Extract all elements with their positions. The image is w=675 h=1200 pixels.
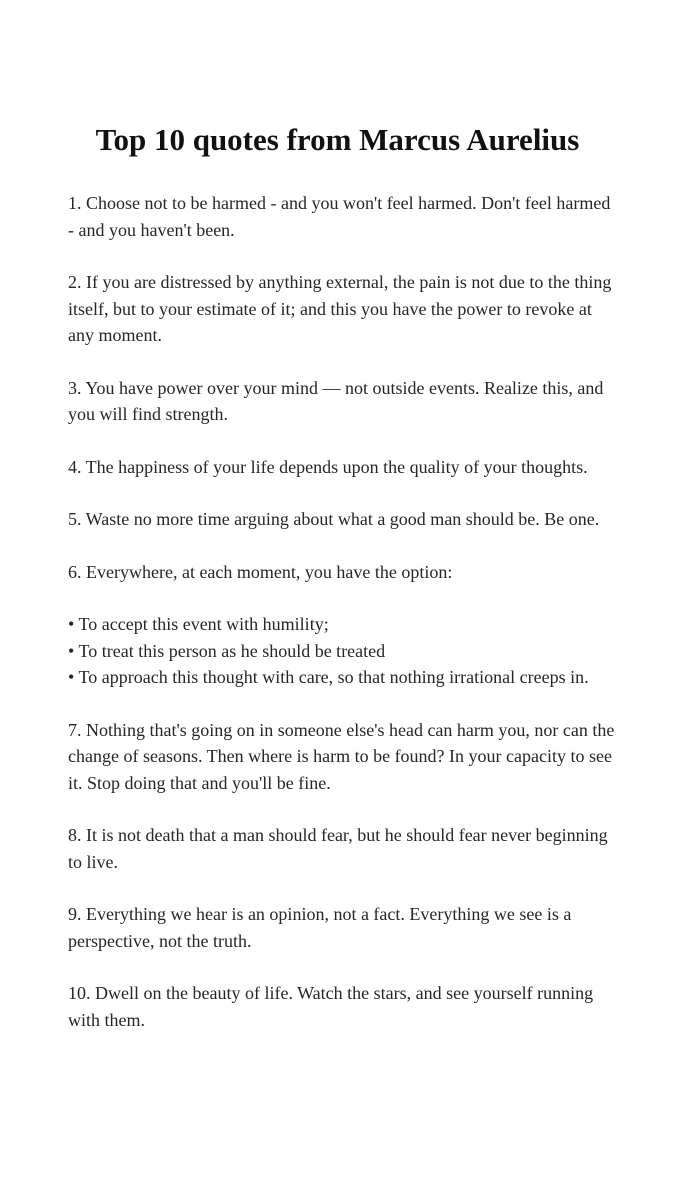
quote-7: 7. Nothing that's going on in someone else's head can harm you, nor can the change of seasons. Then where is harm to be found? In your capacity to see it. Stop doing that and you'll be fine. [68,719,615,793]
option-text: To treat this person as he should be treated [78,640,386,661]
option-item-1 [68,611,615,638]
options-list [68,611,615,691]
quote-5: 5. Waste no more time arguing about what a good man should be. Be one. [68,509,600,529]
quote-2: 2. If you are distressed by anything external, the pain is not due to the thing itself, but to your estimate of it; and this you have the power to revoke at any moment. [68,272,612,345]
quote-6: 6. Everywhere, at each moment, you have the option: [68,561,453,582]
page-title: Top 10 quotes from Marcus Aurelius [95,122,580,157]
quote-4: 4. The happiness of your life depends upon the quality of your thoughts. [68,456,588,477]
quote-1: 1. Choose not to be harmed - and you won't feel harmed. Don't feel harmed - and you haven't been. [68,193,611,240]
bullet-icon: • [68,640,75,661]
quote-3: 3. You have power over your mind — not outside events. Realize this, and you will find strength. [68,377,604,424]
option-item-2 [68,638,615,665]
option-text: To accept this event with humility; [78,614,329,634]
option-text: To approach this thought with care, so that nothing irrational creeps in. [78,667,589,687]
option-item-3 [68,664,615,691]
bullet-icon: • [68,614,75,634]
quote-8: 8. It is not death that a man should fear, but he should fear never beginning to live. [68,825,608,872]
bullet-icon: • [68,667,75,687]
quote-10: 10. Dwell on the beauty of life. Watch the stars, and see yourself running with them. [68,983,594,1030]
quote-9: 9. Everything we hear is an opinion, not a fact. Everything we see is a perspective, not the truth. [68,904,572,951]
